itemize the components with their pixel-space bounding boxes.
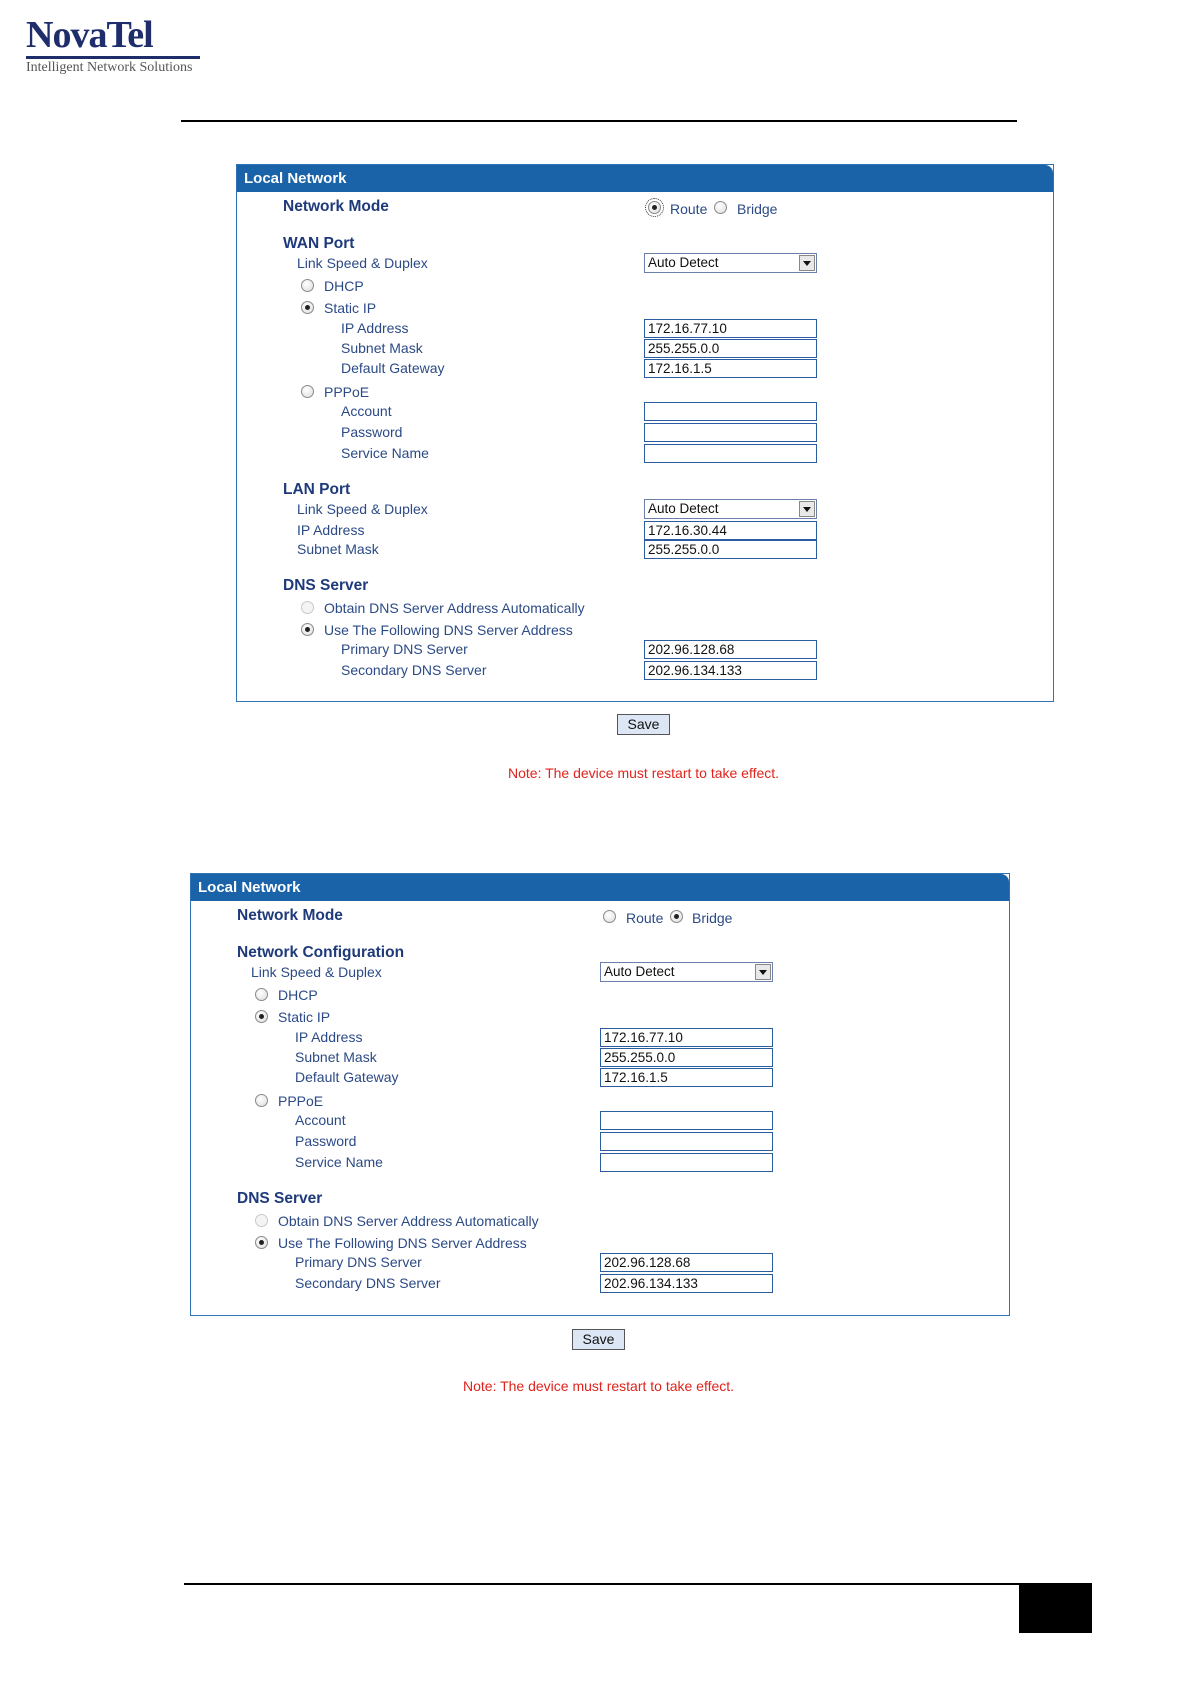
link-speed-label: Link Speed & Duplex bbox=[251, 964, 382, 980]
lan-link-speed-value: Auto Detect bbox=[648, 501, 719, 516]
subnet-mask-label: Subnet Mask bbox=[295, 1049, 377, 1065]
dns-manual-label: Use The Following DNS Server Address bbox=[324, 622, 573, 638]
lan-ip-input[interactable]: 172.16.30.44 bbox=[644, 521, 817, 540]
page-number-box bbox=[1019, 1583, 1092, 1633]
dns-manual-label: Use The Following DNS Server Address bbox=[278, 1235, 527, 1251]
wan-link-speed-select[interactable] bbox=[644, 253, 817, 273]
wan-pppoe-radio[interactable] bbox=[301, 385, 314, 398]
local-network-panel-bridge bbox=[190, 873, 1010, 1316]
chevron-down-icon[interactable] bbox=[799, 501, 815, 517]
primary-dns-label: Primary DNS Server bbox=[295, 1254, 422, 1270]
footer-divider bbox=[184, 1583, 1019, 1585]
network-mode-label: Network Mode bbox=[283, 198, 389, 215]
lan-link-speed-label: Link Speed & Duplex bbox=[297, 501, 428, 517]
service-name-input[interactable] bbox=[600, 1153, 773, 1172]
wan-port-heading: WAN Port bbox=[283, 235, 355, 252]
password-input[interactable] bbox=[600, 1132, 773, 1151]
password-label: Password bbox=[295, 1133, 357, 1149]
route-option-label: Route bbox=[626, 910, 664, 926]
service-name-label: Service Name bbox=[295, 1154, 383, 1170]
wan-link-speed-value: Auto Detect bbox=[648, 255, 719, 270]
lan-subnet-input[interactable]: 255.255.0.0 bbox=[644, 540, 817, 559]
account-input[interactable] bbox=[600, 1111, 773, 1130]
logo-tagline: Intelligent Network Solutions bbox=[26, 60, 193, 75]
link-speed-select[interactable] bbox=[600, 962, 773, 982]
dhcp-radio[interactable] bbox=[255, 988, 268, 1001]
wan-ip-label: IP Address bbox=[341, 320, 409, 336]
wan-dhcp-label: DHCP bbox=[324, 278, 364, 294]
primary-dns-label: Primary DNS Server bbox=[341, 641, 468, 657]
network-mode-label: Network Mode bbox=[237, 907, 343, 924]
secondary-dns-input[interactable]: 202.96.134.133 bbox=[644, 661, 817, 680]
bridge-radio[interactable] bbox=[714, 201, 727, 214]
local-network-panel-route bbox=[236, 164, 1054, 702]
link-speed-value: Auto Detect bbox=[604, 964, 675, 979]
wan-account-input[interactable] bbox=[644, 402, 817, 421]
primary-dns-input[interactable]: 202.96.128.68 bbox=[644, 640, 817, 659]
dns-auto-label: Obtain DNS Server Address Automatically bbox=[278, 1213, 539, 1229]
wan-gateway-label: Default Gateway bbox=[341, 360, 445, 376]
chevron-down-icon[interactable] bbox=[799, 255, 815, 271]
dns-manual-radio[interactable] bbox=[301, 623, 314, 636]
bridge-option-label: Bridge bbox=[692, 910, 733, 926]
lan-ip-label: IP Address bbox=[297, 522, 365, 538]
save-button[interactable]: Save bbox=[617, 714, 670, 735]
pppoe-radio[interactable] bbox=[255, 1094, 268, 1107]
dns-auto-label: Obtain DNS Server Address Automatically bbox=[324, 600, 585, 616]
wan-password-label: Password bbox=[341, 424, 403, 440]
route-radio[interactable] bbox=[648, 201, 661, 214]
wan-subnet-input[interactable]: 255.255.0.0 bbox=[644, 339, 817, 358]
logo-text: NovaTel bbox=[26, 14, 153, 56]
wan-account-label: Account bbox=[341, 403, 392, 419]
static-ip-label: Static IP bbox=[278, 1009, 331, 1025]
panel-title: Local Network bbox=[237, 165, 1053, 192]
bridge-option-label: Bridge bbox=[737, 201, 778, 217]
subnet-mask-input[interactable]: 255.255.0.0 bbox=[600, 1048, 773, 1067]
panel-title: Local Network bbox=[191, 874, 1009, 901]
bridge-radio[interactable] bbox=[670, 910, 683, 923]
logo-rule bbox=[26, 56, 200, 59]
lan-link-speed-select[interactable] bbox=[644, 499, 817, 519]
route-option-label: Route bbox=[670, 201, 708, 217]
wan-pppoe-label: PPPoE bbox=[324, 384, 370, 400]
default-gateway-input[interactable]: 172.16.1.5 bbox=[600, 1068, 773, 1087]
dns-auto-radio[interactable] bbox=[255, 1214, 268, 1227]
wan-gateway-input[interactable]: 172.16.1.5 bbox=[644, 359, 817, 378]
wan-static-ip-label: Static IP bbox=[324, 300, 377, 316]
secondary-dns-label: Secondary DNS Server bbox=[295, 1275, 441, 1291]
header-divider bbox=[181, 120, 1017, 122]
lan-subnet-label: Subnet Mask bbox=[297, 541, 379, 557]
static-ip-radio[interactable] bbox=[255, 1010, 268, 1023]
secondary-dns-input[interactable]: 202.96.134.133 bbox=[600, 1274, 773, 1293]
pppoe-label: PPPoE bbox=[278, 1093, 324, 1109]
chevron-down-icon[interactable] bbox=[755, 964, 771, 980]
save-button[interactable]: Save bbox=[572, 1329, 625, 1350]
restart-note: Note: The device must restart to take effect. bbox=[508, 765, 780, 781]
secondary-dns-label: Secondary DNS Server bbox=[341, 662, 487, 678]
wan-ip-input[interactable]: 172.16.77.10 bbox=[644, 319, 817, 338]
wan-dhcp-radio[interactable] bbox=[301, 279, 314, 292]
dns-server-heading: DNS Server bbox=[237, 1190, 323, 1207]
network-configuration-heading: Network Configuration bbox=[237, 944, 405, 961]
route-radio[interactable] bbox=[603, 910, 616, 923]
account-label: Account bbox=[295, 1112, 346, 1128]
ip-address-input[interactable]: 172.16.77.10 bbox=[600, 1028, 773, 1047]
dns-server-heading: DNS Server bbox=[283, 577, 369, 594]
dhcp-label: DHCP bbox=[278, 987, 318, 1003]
wan-password-input[interactable] bbox=[644, 423, 817, 442]
ip-address-label: IP Address bbox=[295, 1029, 363, 1045]
wan-service-name-label: Service Name bbox=[341, 445, 429, 461]
dns-auto-radio[interactable] bbox=[301, 601, 314, 614]
wan-link-speed-label: Link Speed & Duplex bbox=[297, 255, 428, 271]
restart-note: Note: The device must restart to take effect. bbox=[463, 1378, 735, 1394]
wan-static-ip-radio[interactable] bbox=[301, 301, 314, 314]
wan-subnet-label: Subnet Mask bbox=[341, 340, 423, 356]
dns-manual-radio[interactable] bbox=[255, 1236, 268, 1249]
wan-service-name-input[interactable] bbox=[644, 444, 817, 463]
lan-port-heading: LAN Port bbox=[283, 481, 351, 498]
primary-dns-input[interactable]: 202.96.128.68 bbox=[600, 1253, 773, 1272]
novatel-logo bbox=[26, 16, 202, 76]
default-gateway-label: Default Gateway bbox=[295, 1069, 399, 1085]
